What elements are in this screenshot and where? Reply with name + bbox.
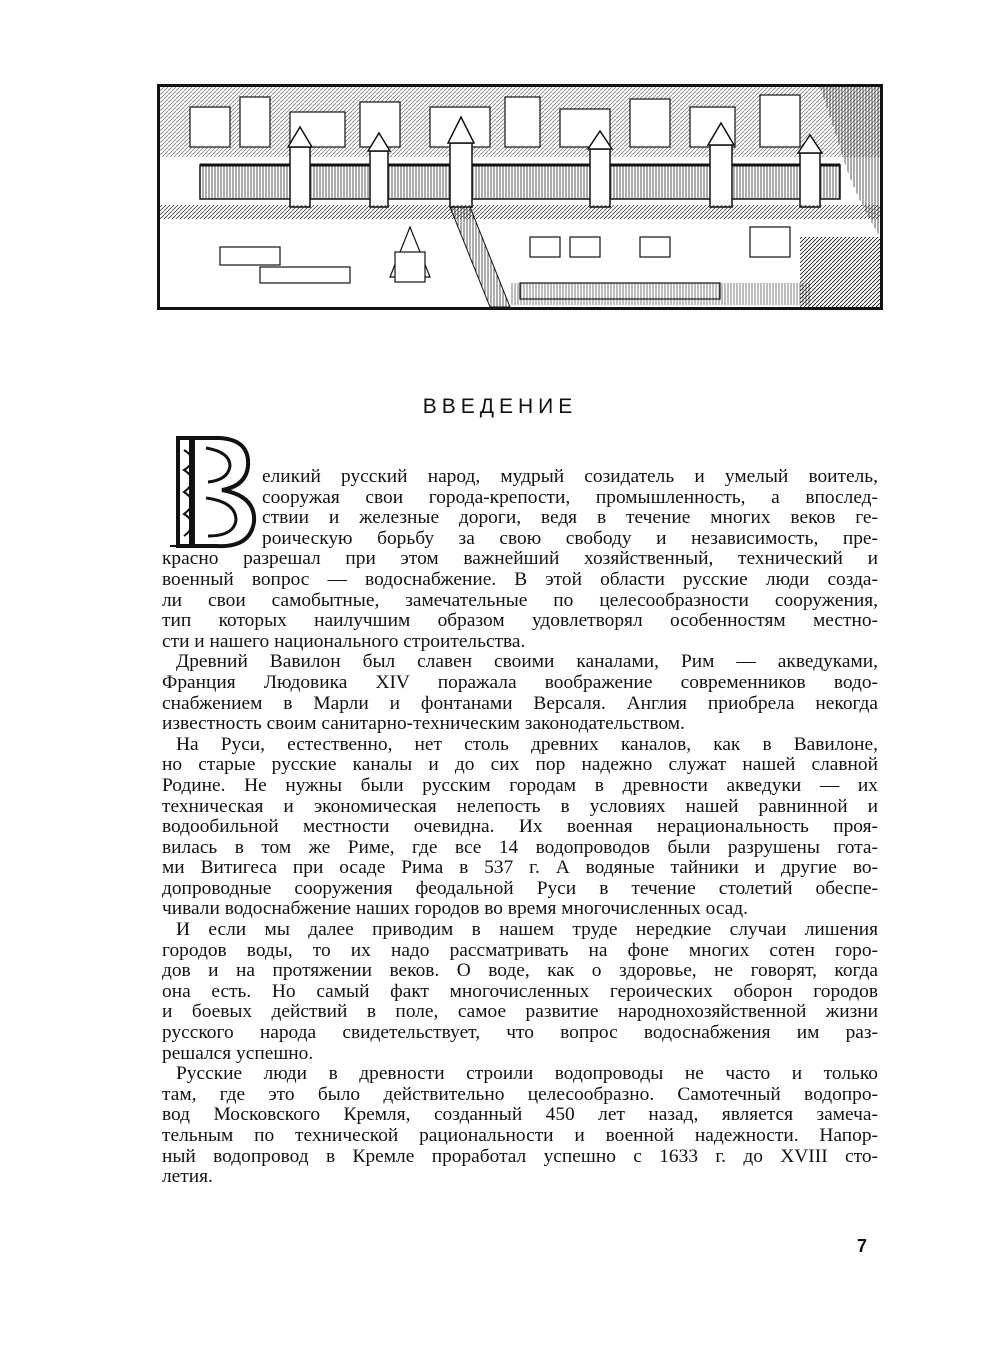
- text-line: известность своим санитарно-техническим законодательством.: [162, 713, 685, 735]
- text-line: сти и нашего национального строительства.: [162, 630, 526, 652]
- text-line: ли свои самобытные, замечательные по целесообразности сооружения,: [162, 589, 878, 611]
- text-line: военный вопрос — водоснабжение. В этой области русские люди созда-: [162, 568, 878, 590]
- text-line: и боевых действий в поле, самое развитие народнохозяйственной жизни: [162, 1001, 878, 1023]
- text-line: На Руси, естественно, нет столь древних каналов, как в Вавилоне,: [176, 733, 878, 755]
- paragraph-3: [162, 735, 878, 920]
- text-line: красно разрешал при этом важнейший хозяйственный, технический и: [162, 548, 878, 570]
- text-line: еликий русский народ, мудрый созидатель и умелый воитель,: [262, 466, 878, 487]
- text-line: она есть. Но самый факт многочисленных героических оборон городов: [162, 980, 878, 1002]
- text-line: городов воды, то их надо рассматривать на фоне многих сотен горо-: [162, 939, 878, 961]
- text-line: ный водопровод в Кремле проработал успешно с 1633 г. до XVIII сто-: [162, 1145, 878, 1167]
- text-line: ствии и железные дороги, ведя в течение многих веков ге-: [262, 507, 878, 529]
- text-line: дов и на протяжении веков. О воде, как о здоровье, не говорят, когда: [162, 960, 878, 982]
- text-line: решался успешно.: [162, 1042, 314, 1064]
- text-line: Родине. Не нужны были русским городам в древности акведуки — их: [162, 774, 878, 796]
- paragraph-2: [162, 652, 878, 734]
- page-number: 7: [857, 1236, 868, 1256]
- text-line: сооружая свои города-крепости, промышленность, а впослед-: [262, 486, 878, 508]
- text-line: вод Московского Кремля, созданный 450 лет назад, является замеча-: [162, 1104, 878, 1126]
- paragraph-4: [162, 920, 878, 1064]
- text-line: снабжением в Марли и фонтанами Версаля. Англия приобрела некогда: [162, 692, 878, 714]
- text-line: И если мы далее приводим в нашем труде нередкие случаи лишения: [176, 919, 878, 941]
- text-line: водообильной местности очевидна. Их военная нерациональность проя-: [162, 816, 878, 838]
- text-line: русского народа свидетельствует, что вопрос водоснабжения им раз-: [162, 1022, 878, 1044]
- text-line: допроводные сооружения феодальной Руси в течение столетий обеспе-: [162, 877, 878, 899]
- text-line: там, где это было действительно целесообразно. Самотечный водопро-: [162, 1083, 878, 1105]
- chapter-heading: ВВЕДЕНИЕ: [422, 395, 578, 418]
- body-text: [162, 467, 878, 1188]
- kremlin-engraving-illustration: [157, 84, 883, 310]
- text-line: роическую борьбу за свою свободу и независимость, пре-: [262, 527, 878, 549]
- text-line: ми Витигеса при осаде Рима в 537 г. А водяные тайники и другие во-: [162, 857, 878, 879]
- text-line: техническая и экономическая нелепость в условиях нашей равнинной и: [162, 795, 878, 817]
- text-line: но старые русские каналы и до сих пор надежно служат нашей славной: [162, 754, 878, 776]
- text-line: вилась в том же Риме, где все 14 водопроводов были разрушены гота-: [162, 836, 878, 858]
- paragraph-1: [162, 467, 878, 652]
- text-line: Франция Людовика XIV поражала воображение современников водо-: [162, 671, 878, 693]
- text-line: чивали водоснабжение наших городов во время многочисленных осад.: [162, 898, 748, 920]
- text-line: Древний Вавилон был славен своими каналами, Рим — акведуками,: [176, 651, 878, 673]
- text-line: тельным по технической рациональности и военной надежности. Напор-: [162, 1125, 878, 1146]
- text-line: тип которых наилучшим образом удовлетворял особенностям местно-: [162, 610, 878, 632]
- text-line: летия.: [162, 1166, 213, 1188]
- paragraph-5: [162, 1064, 878, 1188]
- text-line: Русские люди в древности строили водопроводы не часто и только: [176, 1063, 878, 1085]
